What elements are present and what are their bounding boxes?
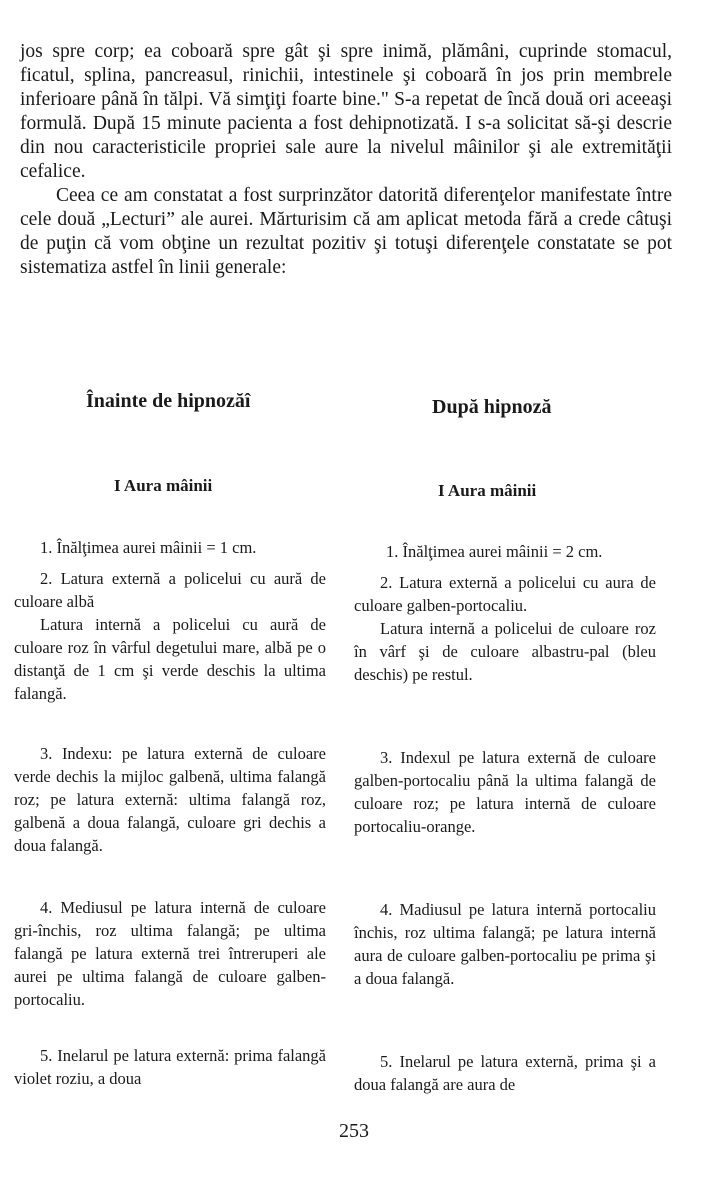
- left-item-3: 3. Indexu: pe latura externă de culoare verde dechis la mijloc galbenă, ultima falangă roz; pe latura externă: ultima falangă roz, galbenă a doua falangă, culoare gri dechis a doua falangă.: [14, 744, 326, 855]
- left-item-2: [14, 567, 326, 705]
- right-item-1: 1. Înălţimea aurei mâinii = 2 cm.: [386, 542, 603, 561]
- intro-text: [20, 40, 672, 280]
- right-item-3: 3. Indexul pe latura externă de culoare galben-portocaliu până la ultima falangă de culoare roz; pe latura internă de culoare portocaliu-orange.: [354, 748, 656, 836]
- page-number: 253: [339, 1120, 369, 1142]
- right-column-heading: După hipnoză: [432, 396, 552, 418]
- left-column-subheading: I Aura mâinii: [114, 476, 213, 495]
- right-item-2-internal: Latura internă a policelui de culoare roz în vârf şi de culoare albastru-pal (bleu deschis) pe restul.: [354, 619, 656, 684]
- left-column-heading: Înainte de hipnozăî: [86, 390, 251, 412]
- right-item-5: 5. Inelarul pe latura externă, prima şi a doua falangă are aura de: [354, 1052, 656, 1094]
- right-column-subheading: I Aura mâinii: [438, 481, 537, 500]
- left-item-4: 4. Mediusul pe latura internă de culoare gri-închis, roz ultima falangă; pe ultima falangă pe latura externă trei întreruperi ale aurei pe ultima falangă de culoare galben-portocaliu.: [14, 898, 326, 1009]
- left-item-5: 5. Inelarul pe latura externă: prima falangă violet roziu, a doua: [14, 1046, 326, 1088]
- right-item-2: [354, 571, 656, 686]
- right-item-2-external: 2. Latura externă a policelui cu aura de culoare galben-portocaliu.: [354, 573, 656, 615]
- intro-paragraph-1: jos spre corp; ea coboară spre gât şi spre inimă, plămâni, cuprinde stomacul, ficatul, splina, pancreasul, rinichii, intestinele şi coboară în jos prin membrele inferioare până în tălpi. Vă simţiţi foarte bine." S-a repetat de încă două ori aceeaşi formulă. După 15 minute pacienta a fost dehipnotizată. I s-a solicitat să-şi descrie din nou caracteristicile propriei sale aure la nivelul mâinilor şi ale extremităţii cefalice.: [20, 41, 672, 182]
- intro-paragraph-2: Ceea ce am constatat a fost surprinzător datorită diferenţelor manifestate între cele două „Lecturi” ale aurei. Mărturisim că am aplicat metoda fără a crede câtuşi de puţin că vom obţine un rezultat pozitiv şi totuşi diferenţele constatate se pot sistematiza astfel în linii generale:: [20, 185, 672, 278]
- left-item-1: 1. Înălţimea aurei mâinii = 1 cm.: [40, 538, 257, 557]
- left-item-2-external: 2. Latura externă a policelui cu aură de culoare albă: [14, 569, 326, 611]
- right-item-4: 4. Madiusul pe latura internă portocaliu închis, roz ultima falangă; pe latura internă aura de culoare galben-portocaliu pe prima şi a doua falangă.: [354, 900, 656, 988]
- left-item-2-internal: Latura internă a policelui cu aură de culoare roz în vârful degetului mare, albă pe o distanţă de 1 cm şi verde deschis la ultima falangă.: [14, 615, 326, 703]
